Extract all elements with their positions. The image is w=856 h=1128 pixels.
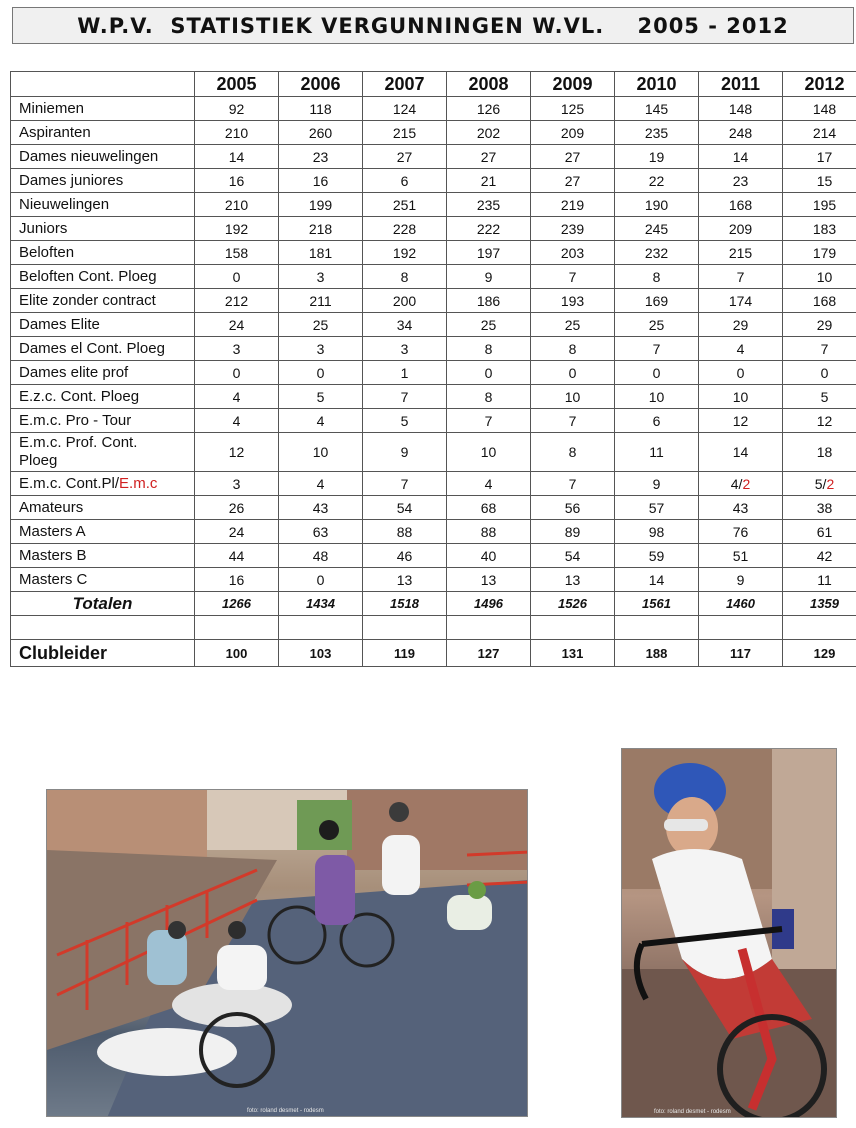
table-cell: 145 (615, 97, 699, 121)
table-cell: 218 (279, 217, 363, 241)
table-cell: 209 (531, 121, 615, 145)
table-cell: 11 (615, 433, 699, 472)
page-title: W.P.V. STATISTIEK VERGUNNINGEN W.VL. 2005 - 2012 (77, 13, 789, 38)
row-label (11, 472, 195, 496)
table-cell: 210 (195, 121, 279, 145)
table-cell: 10 (279, 433, 363, 472)
table-cell: 127 (447, 640, 531, 667)
table-cell (531, 616, 615, 640)
table-cell: 25 (615, 313, 699, 337)
table-row (11, 568, 856, 592)
table-cell: 168 (699, 193, 783, 217)
row-label: Nieuwelingen (11, 193, 195, 217)
table-cell: 209 (699, 217, 783, 241)
table-cell: 215 (699, 241, 783, 265)
row-label: Juniors (11, 217, 195, 241)
row-label-line: Ploeg (19, 452, 58, 469)
table-cell: 16 (195, 568, 279, 592)
row-label: Beloften (11, 241, 195, 265)
row-label-line: E.m.c. Prof. Cont. (19, 434, 138, 451)
table-row (11, 289, 856, 313)
table-cell: 13 (447, 568, 531, 592)
table-cell: 129 (783, 640, 856, 667)
table-cell: 14 (699, 433, 783, 472)
row-label: E.m.c. Pro - Tour (11, 409, 195, 433)
cell-value-part: 5/ (814, 475, 827, 492)
clubleider-row (11, 640, 856, 667)
table-cell: 18 (783, 433, 856, 472)
table-cell (699, 616, 783, 640)
table-cell: 24 (195, 313, 279, 337)
table-row (11, 496, 856, 520)
table-cell: 13 (531, 568, 615, 592)
table-cell: 222 (447, 217, 531, 241)
table-cell: 21 (447, 169, 531, 193)
table-cell: 68 (447, 496, 531, 520)
table-cell: 7 (363, 385, 447, 409)
table-cell: 25 (447, 313, 531, 337)
table-cell: 76 (699, 520, 783, 544)
table-cell: 42 (783, 544, 856, 568)
crash-scene-illustration (47, 790, 528, 1117)
table-cell: 16 (195, 169, 279, 193)
table-cell: 235 (447, 193, 531, 217)
table-cell: 124 (363, 97, 447, 121)
table-cell: 192 (363, 241, 447, 265)
table-cell: 4 (195, 409, 279, 433)
table-cell: 0 (447, 361, 531, 385)
table-cell: 11 (783, 568, 856, 592)
table-cell: 195 (783, 193, 856, 217)
table-cell: 158 (195, 241, 279, 265)
table-cell (699, 472, 783, 496)
table-cell: 24 (195, 520, 279, 544)
table-cell: 235 (615, 121, 699, 145)
table-cell: 29 (699, 313, 783, 337)
table-cell: 8 (447, 337, 531, 361)
table-cell: 214 (783, 121, 856, 145)
table-cell: 10 (615, 385, 699, 409)
row-label: Dames elite prof (11, 361, 195, 385)
table-cell: 89 (531, 520, 615, 544)
table-cell: 23 (699, 169, 783, 193)
table-cell: 44 (195, 544, 279, 568)
table-cell: 8 (363, 265, 447, 289)
row-label: Elite zonder contract (11, 289, 195, 313)
table-cell: 100 (195, 640, 279, 667)
table-cell: 9 (699, 568, 783, 592)
table-cell (615, 616, 699, 640)
table-cell: 119 (363, 640, 447, 667)
row-label: Dames nieuwelingen (11, 145, 195, 169)
table-row (11, 241, 856, 265)
table-cell: 203 (531, 241, 615, 265)
table-cell: 0 (783, 361, 856, 385)
table-cell: 48 (279, 544, 363, 568)
table-cell: 148 (783, 97, 856, 121)
table-cell: 12 (195, 433, 279, 472)
table-cell (279, 616, 363, 640)
table-cell: 54 (363, 496, 447, 520)
table-cell: 27 (363, 145, 447, 169)
table-cell: 179 (783, 241, 856, 265)
table-cell: 183 (783, 217, 856, 241)
table-cell: 7 (531, 265, 615, 289)
year-header: 2012 (783, 72, 856, 97)
table-cell: 6 (615, 409, 699, 433)
table-cell: 51 (699, 544, 783, 568)
table-cell: 8 (615, 265, 699, 289)
table-cell (195, 616, 279, 640)
table-cell: 3 (363, 337, 447, 361)
table-cell: 1518 (363, 592, 447, 616)
table-cell: 168 (783, 289, 856, 313)
table-cell: 12 (699, 409, 783, 433)
table-row (11, 265, 856, 289)
table-cell: 9 (363, 433, 447, 472)
table-cell: 117 (699, 640, 783, 667)
table-cell: 8 (447, 385, 531, 409)
table-cell: 6 (363, 169, 447, 193)
table-cell: 186 (447, 289, 531, 313)
table-cell: 190 (615, 193, 699, 217)
totals-row (11, 592, 856, 616)
table-row (11, 520, 856, 544)
table-row (11, 97, 856, 121)
table-cell: 7 (615, 337, 699, 361)
table-cell: 14 (699, 145, 783, 169)
row-label (11, 433, 195, 472)
table-cell: 1434 (279, 592, 363, 616)
table-row (11, 145, 856, 169)
table-cell: 43 (279, 496, 363, 520)
table-cell: 0 (279, 568, 363, 592)
table-cell: 215 (363, 121, 447, 145)
table-cell: 202 (447, 121, 531, 145)
year-header: 2009 (531, 72, 615, 97)
table-cell: 8 (531, 433, 615, 472)
table-cell: 54 (531, 544, 615, 568)
cell-value-red-part: 2 (826, 475, 835, 492)
row-label: Dames el Cont. Ploeg (11, 337, 195, 361)
table-row (11, 313, 856, 337)
table-cell: 3 (279, 337, 363, 361)
table-cell: 103 (279, 640, 363, 667)
table-cell: 14 (615, 568, 699, 592)
table-cell: 3 (195, 472, 279, 496)
table-cell: 232 (615, 241, 699, 265)
table-cell: 1266 (195, 592, 279, 616)
table-cell: 98 (615, 520, 699, 544)
year-header: 2005 (195, 72, 279, 97)
table-cell: 9 (615, 472, 699, 496)
table-cell: 199 (279, 193, 363, 217)
table-cell: 5 (279, 385, 363, 409)
table-cell: 248 (699, 121, 783, 145)
table-cell: 228 (363, 217, 447, 241)
photo-credit-left: foto: roland desmet - rodesm (247, 1108, 324, 1114)
blank-row (11, 616, 856, 640)
statistics-table (10, 71, 856, 667)
table-cell: 56 (531, 496, 615, 520)
young-cyclist-photo (621, 748, 837, 1118)
row-label: Masters C (11, 568, 195, 592)
table-cell: 131 (531, 640, 615, 667)
table-cell: 23 (279, 145, 363, 169)
table-cell: 7 (531, 472, 615, 496)
table-row (11, 217, 856, 241)
row-label: Miniemen (11, 97, 195, 121)
table-cell: 125 (531, 97, 615, 121)
row-label: Dames Elite (11, 313, 195, 337)
table-cell: 0 (615, 361, 699, 385)
table-cell: 7 (447, 409, 531, 433)
table-cell: 0 (699, 361, 783, 385)
table-cell: 4 (195, 385, 279, 409)
table-cell: 88 (447, 520, 531, 544)
table-cell: 188 (615, 640, 699, 667)
table-cell: 34 (363, 313, 447, 337)
table-cell: 10 (531, 385, 615, 409)
row-label-part: E.m.c. Cont.Pl/ (19, 475, 120, 492)
table-cell: 4 (699, 337, 783, 361)
row-label-red-part: E.m.c (119, 475, 158, 492)
table-cell: 19 (615, 145, 699, 169)
table-cell: 193 (531, 289, 615, 313)
table-cell: 16 (279, 169, 363, 193)
table-cell (447, 616, 531, 640)
table-cell: 0 (195, 361, 279, 385)
table-cell: 5 (363, 409, 447, 433)
table-row (11, 361, 856, 385)
cell-value-part: 4/ (730, 475, 743, 492)
table-cell: 27 (531, 145, 615, 169)
table-cell: 1526 (531, 592, 615, 616)
table-cell: 4 (279, 472, 363, 496)
table-cell: 7 (783, 337, 856, 361)
table-cell: 10 (783, 265, 856, 289)
cell-value-red-part: 2 (742, 475, 751, 492)
table-cell: 13 (363, 568, 447, 592)
table-cell: 4 (279, 409, 363, 433)
table-cell: 148 (699, 97, 783, 121)
table-cell (783, 472, 856, 496)
table-cell: 260 (279, 121, 363, 145)
table-row (11, 385, 856, 409)
row-label: E.z.c. Cont. Ploeg (11, 385, 195, 409)
table-cell (783, 616, 856, 640)
table-cell (11, 616, 195, 640)
table-row (11, 472, 856, 496)
table-row (11, 433, 856, 472)
row-label: Masters B (11, 544, 195, 568)
table-cell: 219 (531, 193, 615, 217)
table-cell: 211 (279, 289, 363, 313)
table-cell (363, 616, 447, 640)
table-cell: 40 (447, 544, 531, 568)
row-label: Masters A (11, 520, 195, 544)
table-cell: 1460 (699, 592, 783, 616)
table-cell: 92 (195, 97, 279, 121)
table-cell: 10 (699, 385, 783, 409)
table-cell: 7 (363, 472, 447, 496)
table-cell: 27 (531, 169, 615, 193)
row-label: Aspiranten (11, 121, 195, 145)
table-cell: 61 (783, 520, 856, 544)
row-label: Beloften Cont. Ploeg (11, 265, 195, 289)
table-cell: 118 (279, 97, 363, 121)
table-cell: 1561 (615, 592, 699, 616)
table-cell: 197 (447, 241, 531, 265)
table-cell: 7 (531, 409, 615, 433)
table-cell: 3 (279, 265, 363, 289)
table-cell: 169 (615, 289, 699, 313)
table-row (11, 337, 856, 361)
table-cell: 59 (615, 544, 699, 568)
table-cell: 212 (195, 289, 279, 313)
table-row (11, 409, 856, 433)
table-cell: 192 (195, 217, 279, 241)
cyclist-portrait-illustration (622, 749, 837, 1118)
page-title-box (12, 7, 854, 44)
year-header: 2008 (447, 72, 531, 97)
table-cell: 239 (531, 217, 615, 241)
photo-credit-right: foto: roland desmet - rodesm (654, 1109, 731, 1115)
table-cell: 1496 (447, 592, 531, 616)
table-cell: 0 (195, 265, 279, 289)
table-cell: 12 (783, 409, 856, 433)
table-cell: 0 (531, 361, 615, 385)
table-cell: 22 (615, 169, 699, 193)
table-cell: 1359 (783, 592, 856, 616)
table-cell: 88 (363, 520, 447, 544)
table-cell: 63 (279, 520, 363, 544)
table-cell: 29 (783, 313, 856, 337)
table-cell: 4 (447, 472, 531, 496)
table-body (11, 97, 856, 592)
row-label: Dames juniores (11, 169, 195, 193)
table-cell: 7 (699, 265, 783, 289)
table-cell: 251 (363, 193, 447, 217)
year-header: 2006 (279, 72, 363, 97)
table-cell: 0 (279, 361, 363, 385)
cycling-crash-photo (46, 789, 528, 1117)
table-row (11, 169, 856, 193)
table-row (11, 193, 856, 217)
table-cell: 46 (363, 544, 447, 568)
table-row (11, 544, 856, 568)
table-cell: 17 (783, 145, 856, 169)
table-cell: 126 (447, 97, 531, 121)
table-header-row (11, 72, 856, 97)
clubleider-label: Clubleider (11, 640, 195, 667)
table-cell: 10 (447, 433, 531, 472)
table-cell: 181 (279, 241, 363, 265)
table-cell: 1 (363, 361, 447, 385)
year-header: 2007 (363, 72, 447, 97)
table-cell: 38 (783, 496, 856, 520)
table-cell: 174 (699, 289, 783, 313)
table-cell: 14 (195, 145, 279, 169)
table-cell: 26 (195, 496, 279, 520)
table-cell: 200 (363, 289, 447, 313)
year-header: 2011 (699, 72, 783, 97)
table-cell: 27 (447, 145, 531, 169)
table-cell: 8 (531, 337, 615, 361)
table-cell: 210 (195, 193, 279, 217)
row-label: Amateurs (11, 496, 195, 520)
totals-label: Totalen (11, 592, 195, 616)
header-empty-cell (11, 72, 195, 97)
table-cell: 57 (615, 496, 699, 520)
year-header: 2010 (615, 72, 699, 97)
table-cell: 25 (279, 313, 363, 337)
table-cell: 15 (783, 169, 856, 193)
table-row (11, 121, 856, 145)
table-cell: 25 (531, 313, 615, 337)
table-cell: 43 (699, 496, 783, 520)
table-cell: 3 (195, 337, 279, 361)
table-cell: 9 (447, 265, 531, 289)
table-cell: 5 (783, 385, 856, 409)
table-cell: 245 (615, 217, 699, 241)
